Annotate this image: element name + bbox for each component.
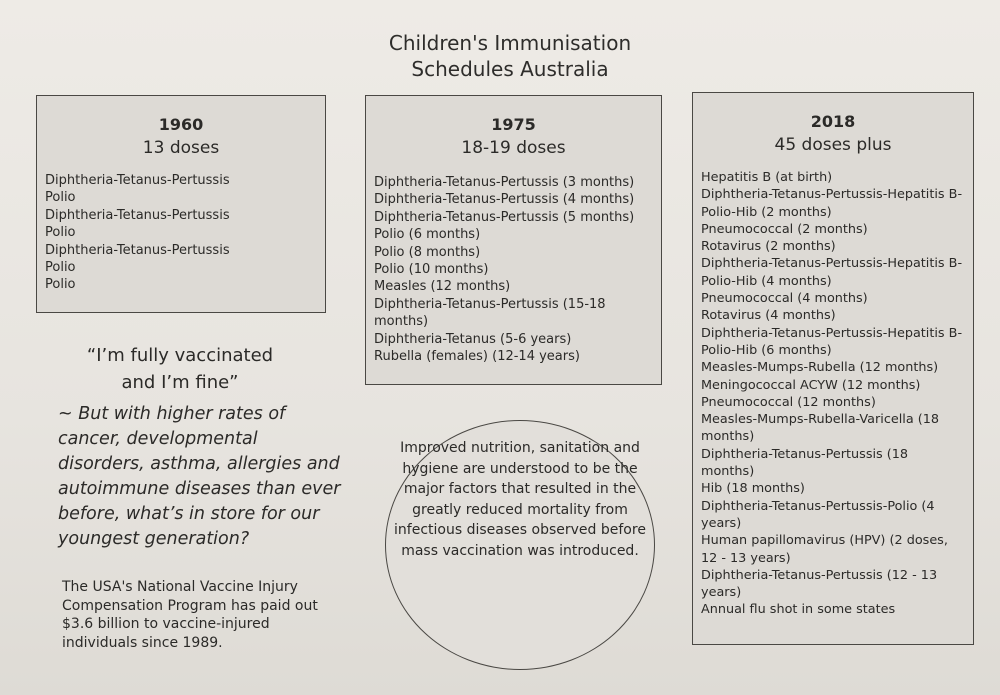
schedule-box-2018 bbox=[692, 92, 974, 645]
vaccine-list-item: Hepatitis B (at birth) bbox=[701, 170, 833, 185]
vaccine-list-item: Polio bbox=[45, 225, 76, 241]
page-title bbox=[340, 30, 680, 82]
vaccine-list-item: Diphtheria-Tetanus-Pertussis (12 - 13 bbox=[701, 567, 938, 583]
vaccine-list-item: 12 - 13 years) bbox=[701, 550, 791, 566]
vaccine-list-item: Measles (12 months) bbox=[374, 279, 511, 295]
vaccine-list-item: months) bbox=[374, 314, 429, 330]
vaccine-list-item: Diphtheria-Tetanus-Pertussis-Polio (4 bbox=[701, 498, 935, 514]
title-line-2: Schedules Australia bbox=[411, 57, 609, 81]
schedule-header bbox=[366, 114, 661, 160]
circle-callout-text: Improved nutrition, sanitation and hygiene are understood to be the major factors that resulted in the greatly reduced mortality from infectious diseases observed before mass vaccination was introduced. bbox=[394, 440, 646, 559]
vaccine-list-item: Diphtheria-Tetanus-Pertussis (4 months) bbox=[374, 192, 635, 208]
italic-paragraph: ~ But with higher rates of cancer, developmental disorders, asthma, allergies and autoimmune diseases than ever before, what’s in store for our youngest generation? bbox=[58, 404, 341, 549]
vaccine-list-item: years) bbox=[701, 585, 742, 601]
vaccine-list-item: months) bbox=[701, 464, 755, 480]
vaccine-list-item: Rotavirus (4 months) bbox=[701, 308, 836, 324]
quote-line-1: “I’m fully vaccinated bbox=[86, 345, 274, 366]
schedule-year: 1960 bbox=[158, 115, 204, 134]
vaccine-list-item: years) bbox=[701, 515, 742, 531]
vaccine-list-item: Polio-Hib (2 months) bbox=[701, 204, 832, 220]
schedule-header bbox=[693, 111, 973, 157]
title-line-1: Children's Immunisation bbox=[388, 31, 632, 55]
vaccine-list-item: Measles-Mumps-Rubella (12 months) bbox=[701, 360, 939, 376]
schedule-year: 1975 bbox=[491, 115, 536, 134]
vaccine-list-item: Hib (18 months) bbox=[701, 481, 805, 497]
vaccine-list-item: Diphtheria-Tetanus-Pertussis bbox=[45, 207, 230, 223]
vaccine-list bbox=[693, 169, 973, 619]
pull-quote bbox=[60, 342, 300, 396]
vaccine-list-item: Diphtheria-Tetanus-Pertussis (15-18 bbox=[374, 296, 606, 312]
schedule-box-1975 bbox=[365, 95, 662, 385]
vaccine-list bbox=[366, 174, 661, 365]
vaccine-list-item: Rotavirus (2 months) bbox=[701, 239, 836, 255]
vaccine-list-item: Annual flu shot in some states bbox=[701, 602, 896, 618]
schedule-year: 2018 bbox=[810, 112, 856, 131]
vaccine-list-item: Meningococcal ACYW (12 months) bbox=[701, 377, 921, 393]
vaccine-list-item: Pneumococcal (12 months) bbox=[701, 394, 876, 410]
vaccine-list bbox=[37, 172, 325, 294]
vaccine-list-item: Polio (8 months) bbox=[374, 244, 481, 260]
vaccine-list-item: Polio-Hib (6 months) bbox=[701, 342, 832, 358]
vaccine-list-item: Diphtheria-Tetanus-Pertussis-Hepatitis B- bbox=[701, 325, 963, 341]
compensation-paragraph: The USA's National Vaccine Injury Compensation Program has paid out $3.6 billion to vaccine-injured individuals since 1989. bbox=[62, 579, 318, 651]
schedule-header bbox=[37, 114, 325, 160]
vaccine-list-item: Polio (10 months) bbox=[374, 262, 489, 278]
vaccine-list-item: Measles-Mumps-Rubella-Varicella (18 bbox=[701, 412, 940, 428]
vaccine-list-item: Pneumococcal (4 months) bbox=[701, 291, 868, 307]
vaccine-list-item: Diphtheria-Tetanus-Pertussis bbox=[45, 173, 230, 188]
vaccine-list-item: Diphtheria-Tetanus-Pertussis-Hepatitis B- bbox=[701, 256, 963, 272]
schedule-box-1960 bbox=[36, 95, 326, 313]
vaccine-list-item: Diphtheria-Tetanus-Pertussis-Hepatitis B- bbox=[701, 187, 963, 203]
schedule-dose-count: 18-19 doses bbox=[461, 138, 566, 158]
vaccine-list-item: months) bbox=[701, 429, 755, 445]
vaccine-list-item: Polio-Hib (4 months) bbox=[701, 273, 832, 289]
quote-line-2: and I’m fine” bbox=[121, 372, 239, 393]
vaccine-list-item: Rubella (females) (12-14 years) bbox=[374, 349, 580, 365]
schedule-dose-count: 45 doses plus bbox=[774, 135, 892, 155]
vaccine-list-item: Diphtheria-Tetanus-Pertussis bbox=[45, 242, 230, 258]
vaccine-list-item: Diphtheria-Tetanus (5-6 years) bbox=[374, 331, 572, 347]
vaccine-list-item: Diphtheria-Tetanus-Pertussis (18 bbox=[701, 446, 909, 462]
vaccine-list-item: Polio bbox=[45, 190, 76, 206]
vaccine-list-item: Polio bbox=[45, 277, 76, 293]
schedule-dose-count: 13 doses bbox=[142, 138, 220, 158]
vaccine-list-item: Pneumococcal (2 months) bbox=[701, 221, 868, 237]
vaccine-list-item: Diphtheria-Tetanus-Pertussis (5 months) bbox=[374, 209, 635, 225]
vaccine-list-item: Polio (6 months) bbox=[374, 227, 481, 243]
vaccine-list-item: Polio bbox=[45, 260, 76, 276]
vaccine-list-item: Human papillomavirus (HPV) (2 doses, bbox=[701, 533, 948, 549]
vaccine-list-item: Diphtheria-Tetanus-Pertussis (3 months) bbox=[374, 175, 635, 190]
